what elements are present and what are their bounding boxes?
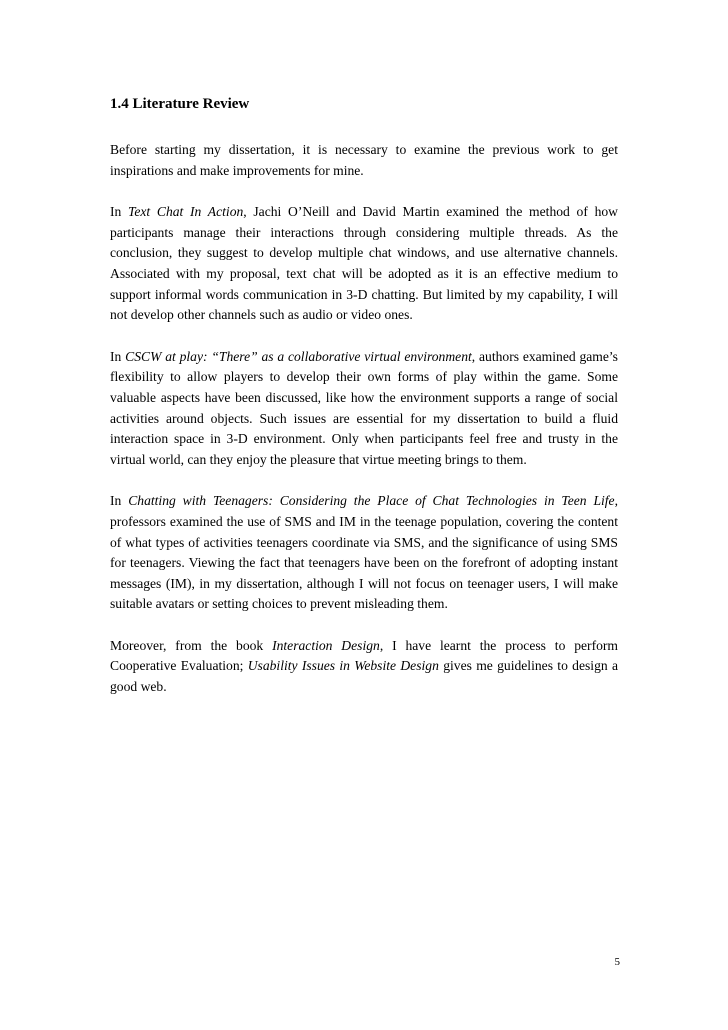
paragraph-intro [110,140,618,181]
book-title-usability-issues: Usability Issues in Website Design [247,658,439,674]
paragraph-text-chat-body: , Jachi O’Neill and David Martin examined the method of how participants manage their interactions through considering multiple threads. As the conclusion, they suggest to develop multiple chat windows, and use alternative channels. Associated with my proposal, text chat will be adopted as it is an effective medium to support informal words communication in 3-D chatting. But limited by my capability, I will not develop other channels such as audio or video ones. [110,204,618,323]
paragraph-moreover-body: gives me guidelines to design a good web. [110,658,619,695]
paragraph-moreover-pre: Moreover, from the book [110,637,273,653]
paragraph-moreover-mid: , I have learnt the process to perform Cooperative Evaluation; [110,637,619,674]
paragraph-intro-text: Before starting my dissertation, it is necessary to examine the previous work to get inspirations and make improvements for mine. [110,142,618,178]
paragraph-teenagers-pre: In [110,493,129,509]
page-number: 5 [614,956,620,968]
paragraph-cscw-body: , authors examined game’s flexibility to allow players to develop their own forms of play within the game. Some valuable aspects have been discussed, like how the environment supports a range of social activities around objects. Such issues are essential for my dissertation to build a fluid interaction space in 3-D environment. Only when participants feel free and trusty in the virtual world, can they enjoy the pleasure that virtue meeting brings to them. [110,348,618,467]
paragraph-text-chat [110,202,618,326]
book-title-text-chat-in-action: Text Chat In Action [128,204,244,220]
paragraph-text-chat-pre: In [110,204,129,220]
paper-title-chatting-with-teenagers: Chatting with Teenagers: Considering the Place of Chat Technologies in Teen Life [128,493,615,509]
paragraph-teenagers-body: , professors examined the use of SMS and IM in the teenage population, covering the content of what types of activities teenagers coordinate via SMS, and the significance of using SMS for teenagers. Viewing the fact that teenagers have been on the forefront of adopting instant messages (IM), in my dissertation, although I will not focus on teenager users, I will make suitable avatars or setting choices to prevent misleading them. [110,493,618,612]
paper-title-cscw-at-play: CSCW at play: “There” as a collaborative virtual environment [125,348,472,364]
paragraph-cscw [110,347,618,471]
paragraph-moreover [110,636,618,698]
paragraph-cscw-pre: In [110,348,126,364]
section-heading: 1.4 Literature Review [110,96,250,112]
page-content [110,94,618,719]
paragraph-teenagers [110,491,618,615]
book-title-interaction-design: Interaction Design [272,637,380,653]
